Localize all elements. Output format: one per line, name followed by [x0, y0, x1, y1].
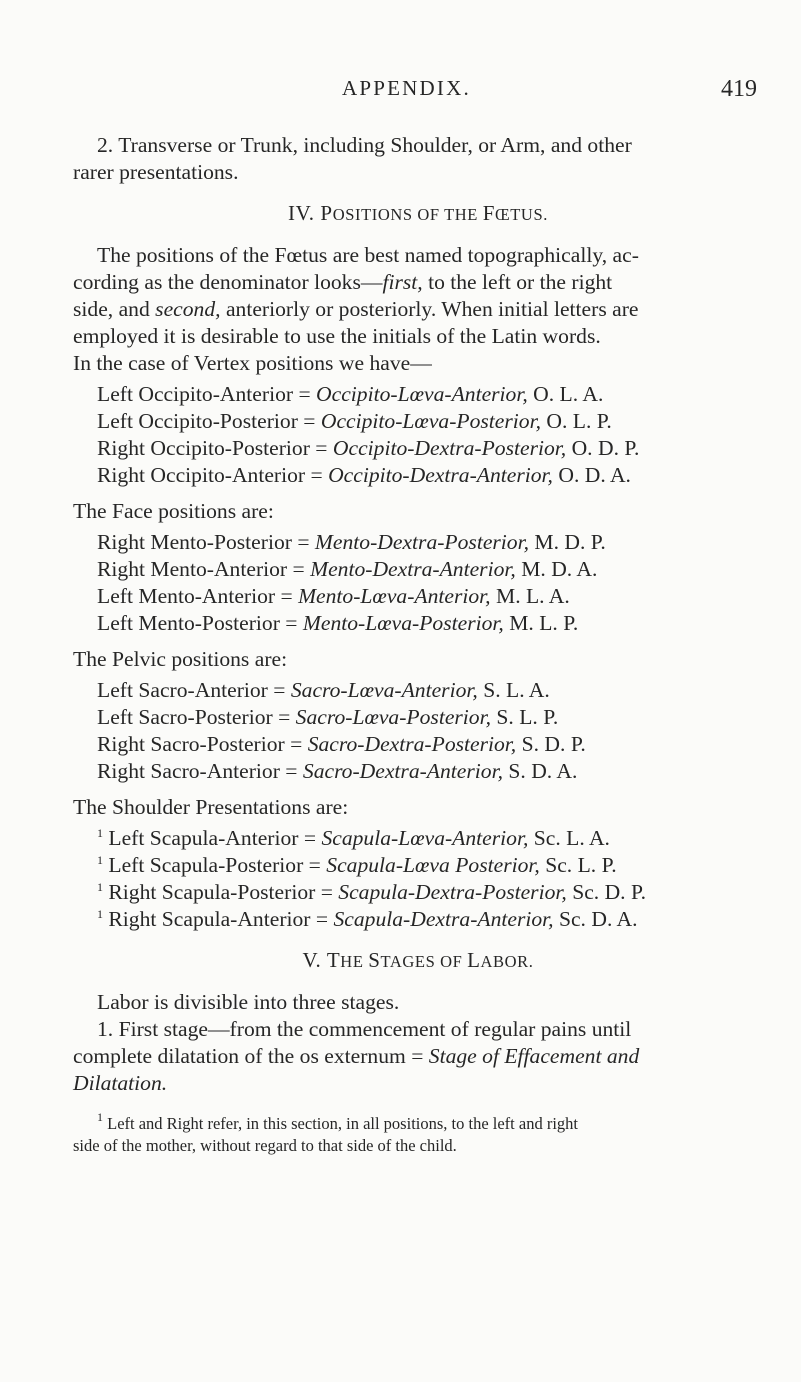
page-header: [0, 76, 801, 112]
page-number: 419: [721, 76, 757, 102]
footnote-line: $^1$ Left and Right refer, in this section, in all positions, to the left and right: [97, 1110, 578, 1133]
footnote-mark: 1: [97, 880, 103, 894]
position-entry: Left Occipito-Anterior = Occipito-Lœva-Anterior, O. L. A.: [97, 382, 604, 406]
presentation-item-line: 2. Transverse or Trunk, including Shoulder, or Arm, and other: [97, 133, 632, 157]
vertex-positions-list: [73, 381, 763, 489]
paragraph-line: complete dilatation of the os externum = Stage of Effacement and: [73, 1044, 640, 1068]
paragraph-line: employed it is desirable to use the initials of the Latin words.: [73, 324, 601, 348]
footnote: [73, 1110, 763, 1157]
position-entry: Left Sacro-Posterior = Sacro-Lœva-Posterior, S. L. P.: [97, 705, 559, 729]
face-positions-list: [73, 529, 763, 637]
footnote-line: side of the mother, without regard to that side of the child.: [73, 1136, 457, 1155]
group-intro-face: The Face positions are:: [73, 499, 274, 523]
shoulder-presentations-list: [73, 825, 763, 933]
position-entry: Right Occipito-Posterior = Occipito-Dextra-Posterior, O. D. P.: [97, 436, 640, 460]
position-entry: $^1$ Right Scapula-Anterior = Scapula-Dextra-Anterior, Sc. D. A.: [97, 907, 638, 931]
section-heading-positions: IV. POSITIONS OF THE FŒTUS.: [288, 201, 548, 225]
position-entry: Right Sacro-Anterior = Sacro-Dextra-Anterior, S. D. A.: [97, 759, 578, 783]
footnote-mark: 1: [97, 907, 103, 921]
paragraph-line: The positions of the Fœtus are best named topographically, ac-: [97, 243, 639, 267]
position-entry: Right Mento-Posterior = Mento-Dextra-Posterior, M. D. P.: [97, 530, 606, 554]
position-entry: Left Mento-Anterior = Mento-Lœva-Anterior, M. L. A.: [97, 584, 570, 608]
position-entry: Right Mento-Anterior = Mento-Dextra-Anterior, M. D. A.: [97, 557, 598, 581]
position-entry: Right Sacro-Posterior = Sacro-Dextra-Posterior, S. D. P.: [97, 732, 586, 756]
footnote-mark: 1: [97, 826, 103, 840]
position-entry: Left Occipito-Posterior = Occipito-Lœva-Posterior, O. L. P.: [97, 409, 612, 433]
page-body: [73, 132, 763, 1157]
footnote-mark: 1: [97, 853, 103, 867]
position-entry: $^1$ Left Scapula-Posterior = Scapula-Lœva Posterior, Sc. L. P.: [97, 853, 617, 877]
paragraph-line: side, and second, anteriorly or posteriorly. When initial letters are: [73, 297, 639, 321]
group-intro-pelvic: The Pelvic positions are:: [73, 647, 288, 671]
presentation-item-line: rarer presentations.: [73, 160, 239, 184]
section-heading-labor-stages: V. THE STAGES OF LABOR.: [302, 948, 534, 972]
paragraph-line: In the case of Vertex positions we have—: [73, 351, 432, 375]
footnote-mark: 1: [97, 1110, 103, 1124]
running-title: APPENDIX.: [342, 76, 471, 100]
paragraph-line: Dilatation.: [73, 1071, 168, 1095]
paragraph-line: Labor is divisible into three stages.: [97, 990, 400, 1014]
position-entry: Left Sacro-Anterior = Sacro-Lœva-Anterior, S. L. A.: [97, 678, 550, 702]
paragraph-line: cording as the denominator looks—first, to the left or the right: [73, 270, 613, 294]
paragraph-line: 1. First stage—from the commencement of regular pains until: [97, 1017, 632, 1041]
position-entry: Right Occipito-Anterior = Occipito-Dextra-Anterior, O. D. A.: [97, 463, 631, 487]
position-entry: $^1$ Right Scapula-Posterior = Scapula-Dextra-Posterior, Sc. D. P.: [97, 880, 646, 904]
group-intro-shoulder: The Shoulder Presentations are:: [73, 795, 349, 819]
pelvic-positions-list: [73, 677, 763, 785]
position-entry: Left Mento-Posterior = Mento-Lœva-Posterior, M. L. P.: [97, 611, 579, 635]
position-entry: $^1$ Left Scapula-Anterior = Scapula-Lœva-Anterior, Sc. L. A.: [97, 826, 610, 850]
